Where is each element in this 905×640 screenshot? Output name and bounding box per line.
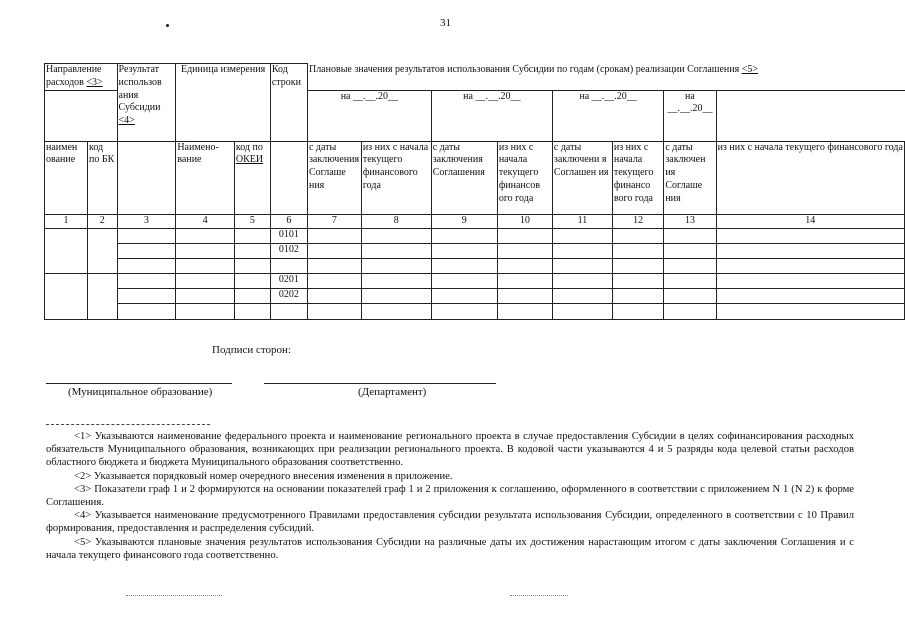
data-cell bbox=[664, 258, 716, 273]
data-cell bbox=[431, 258, 497, 273]
data-cell bbox=[176, 273, 235, 288]
header-okei-code: код по ОКЕИ bbox=[234, 141, 270, 214]
data-cell bbox=[497, 228, 552, 243]
row-code bbox=[270, 303, 307, 319]
header-result-spacer bbox=[117, 141, 176, 214]
scan-rule-left bbox=[126, 595, 222, 596]
column-number: 10 bbox=[497, 214, 552, 228]
scan-speck bbox=[166, 24, 169, 27]
scan-rule-right bbox=[510, 595, 568, 596]
data-cell bbox=[234, 228, 270, 243]
data-cell bbox=[234, 273, 270, 288]
table-row bbox=[45, 273, 905, 288]
data-cell bbox=[431, 243, 497, 258]
data-cell bbox=[45, 228, 88, 273]
table-row bbox=[45, 303, 905, 319]
row-code: 0202 bbox=[270, 288, 307, 303]
data-cell bbox=[552, 273, 612, 288]
signature-label-municipality: (Муниципальное образование) bbox=[68, 386, 213, 398]
signatures-title: Подписи сторон: bbox=[212, 344, 292, 356]
row-code: 0201 bbox=[270, 273, 307, 288]
footnote-2: <2> Указывается порядковый номер очередного внесения изменения в приложение. bbox=[74, 470, 453, 482]
data-cell bbox=[176, 288, 235, 303]
data-cell bbox=[117, 243, 176, 258]
header-line-code-spacer bbox=[270, 141, 307, 214]
table-row bbox=[45, 243, 905, 258]
table-row bbox=[45, 228, 905, 243]
data-cell bbox=[497, 273, 552, 288]
data-cell bbox=[117, 273, 176, 288]
header-line-code: Код строки bbox=[270, 64, 307, 142]
data-cell bbox=[176, 228, 235, 243]
column-number: 12 bbox=[612, 214, 663, 228]
data-cell bbox=[431, 273, 497, 288]
column-number: 6 bbox=[270, 214, 307, 228]
data-cell bbox=[431, 288, 497, 303]
data-cell bbox=[176, 243, 235, 258]
column-number: 11 bbox=[552, 214, 612, 228]
footnote-5: <5> Указываются плановые значения результатов использования Субсидии на различные даты их достижения нарастающим итогом с даты заключения Соглашения и с начала текущего финансового года соответственно. bbox=[46, 536, 854, 561]
row-code: 0101 bbox=[270, 228, 307, 243]
header-year-from-4: из них с начала текущего финансового года bbox=[716, 141, 904, 214]
data-cell bbox=[497, 258, 552, 273]
data-cell bbox=[234, 258, 270, 273]
column-number: 13 bbox=[664, 214, 716, 228]
data-cell bbox=[117, 258, 176, 273]
data-cell bbox=[307, 228, 361, 243]
data-cell bbox=[664, 228, 716, 243]
data-cell bbox=[552, 243, 612, 258]
header-period-4: на __.__.20__ bbox=[664, 90, 716, 141]
header-year-from-1: из них с начала текущего финансового года bbox=[361, 141, 431, 214]
signature-line-department bbox=[264, 383, 496, 384]
data-cell bbox=[361, 273, 431, 288]
data-cell bbox=[497, 288, 552, 303]
data-cell bbox=[361, 228, 431, 243]
column-number-row bbox=[45, 214, 905, 228]
column-number: 4 bbox=[176, 214, 235, 228]
data-cell bbox=[431, 303, 497, 319]
data-cell bbox=[664, 288, 716, 303]
data-cell bbox=[117, 303, 176, 319]
data-cell bbox=[176, 258, 235, 273]
header-name: наимен ование bbox=[45, 141, 88, 214]
data-cell bbox=[716, 228, 904, 243]
data-cell bbox=[612, 288, 663, 303]
data-cell bbox=[716, 273, 904, 288]
data-cell bbox=[361, 288, 431, 303]
header-unit-name: Наимено- вание bbox=[176, 141, 235, 214]
data-cell bbox=[716, 243, 904, 258]
data-cell bbox=[552, 288, 612, 303]
data-cell bbox=[612, 228, 663, 243]
data-cell bbox=[552, 228, 612, 243]
data-cell bbox=[176, 303, 235, 319]
column-number: 14 bbox=[716, 214, 904, 228]
row-code: 0102 bbox=[270, 243, 307, 258]
data-cell bbox=[117, 228, 176, 243]
data-cell bbox=[117, 288, 176, 303]
data-cell bbox=[45, 273, 88, 319]
footnote-separator bbox=[46, 424, 210, 425]
data-cell bbox=[87, 273, 117, 319]
data-cell bbox=[612, 243, 663, 258]
header-period-3: на __.__.20__ bbox=[552, 90, 663, 141]
footnote-1: <1> Указываются наименование федерального проекта и наименование регионального проекта в случае предоставления Субсидии в целях софинансирования расходных обязательств Муниципального образования, возникающих при реализации регионального проекта. В кодовой части указываются 4 и 5 разряды кода целевой статьи расходов областного бюджета и бюджета Муниципального образования соответственно. bbox=[46, 431, 854, 469]
data-cell bbox=[307, 288, 361, 303]
data-cell bbox=[664, 273, 716, 288]
column-number: 2 bbox=[87, 214, 117, 228]
page-number: 31 bbox=[440, 17, 451, 29]
column-number: 9 bbox=[431, 214, 497, 228]
data-cell bbox=[612, 273, 663, 288]
header-year-from-3: из них с начала текущего финансо вого года bbox=[612, 141, 663, 214]
signature-label-department: (Департамент) bbox=[358, 386, 427, 398]
results-table bbox=[44, 63, 905, 320]
header-date-from-3: с даты заключени я Соглашен ия bbox=[552, 141, 612, 214]
data-cell bbox=[307, 273, 361, 288]
data-cell bbox=[361, 258, 431, 273]
footnotes bbox=[46, 430, 854, 562]
data-cell bbox=[612, 303, 663, 319]
row-code bbox=[270, 258, 307, 273]
data-cell bbox=[87, 228, 117, 273]
data-cell bbox=[307, 303, 361, 319]
data-cell bbox=[234, 303, 270, 319]
header-year-from-2: из них с начала текущего финансов ого года bbox=[497, 141, 552, 214]
footnote-3: <3> Показатели граф 1 и 2 формируются на основании показателей граф 1 и 2 приложения к соглашению, оформленного в соответствии с приложением N 1 (N 2) к форме Соглашения. bbox=[46, 483, 854, 509]
header-date-from-2: с даты заключения Соглашения bbox=[431, 141, 497, 214]
header-bk-code: код по БК bbox=[87, 141, 117, 214]
data-cell bbox=[307, 243, 361, 258]
data-cell bbox=[307, 258, 361, 273]
header-date-from-4: с даты заключен ия Соглаше ния bbox=[664, 141, 716, 214]
table-row bbox=[45, 258, 905, 273]
data-cell bbox=[234, 243, 270, 258]
header-unit: Единица измерения bbox=[176, 64, 271, 142]
data-cell bbox=[664, 243, 716, 258]
header-period-1: на __.__.20__ bbox=[307, 90, 431, 141]
header-direction: Направление расходов <3> bbox=[45, 64, 118, 91]
header-planned-values: Плановые значения результатов использования Субсидии по годам (срокам) реализации Соглашения <5> bbox=[307, 64, 904, 91]
header-date-from-1: с даты заключения Соглаше ния bbox=[307, 141, 361, 214]
column-number: 5 bbox=[234, 214, 270, 228]
data-cell bbox=[716, 288, 904, 303]
signature-line-municipality bbox=[46, 383, 232, 384]
data-cell bbox=[716, 303, 904, 319]
header-direction-spacer bbox=[45, 90, 118, 141]
footnote-4: <4> Указывается наименование предусмотренного Правилами предоставления субсидии результата использования Субсидии, определенного в соответствии с 10 Правил формирования, предоставления и распределения субсидий. bbox=[46, 510, 854, 535]
data-cell bbox=[497, 243, 552, 258]
data-cell bbox=[497, 303, 552, 319]
column-number: 3 bbox=[117, 214, 176, 228]
data-cell bbox=[664, 303, 716, 319]
header-result: Результат использов ания Субсидии <4> bbox=[117, 64, 176, 142]
column-number: 7 bbox=[307, 214, 361, 228]
data-cell bbox=[234, 288, 270, 303]
data-cell bbox=[716, 258, 904, 273]
data-cell bbox=[552, 303, 612, 319]
header-period-4-gap bbox=[716, 90, 904, 141]
data-cell bbox=[431, 228, 497, 243]
column-number: 1 bbox=[45, 214, 88, 228]
header-period-2: на __.__.20__ bbox=[431, 90, 552, 141]
data-cell bbox=[361, 303, 431, 319]
data-cell bbox=[552, 258, 612, 273]
table-row bbox=[45, 288, 905, 303]
data-cell bbox=[361, 243, 431, 258]
data-cell bbox=[612, 258, 663, 273]
column-number: 8 bbox=[361, 214, 431, 228]
